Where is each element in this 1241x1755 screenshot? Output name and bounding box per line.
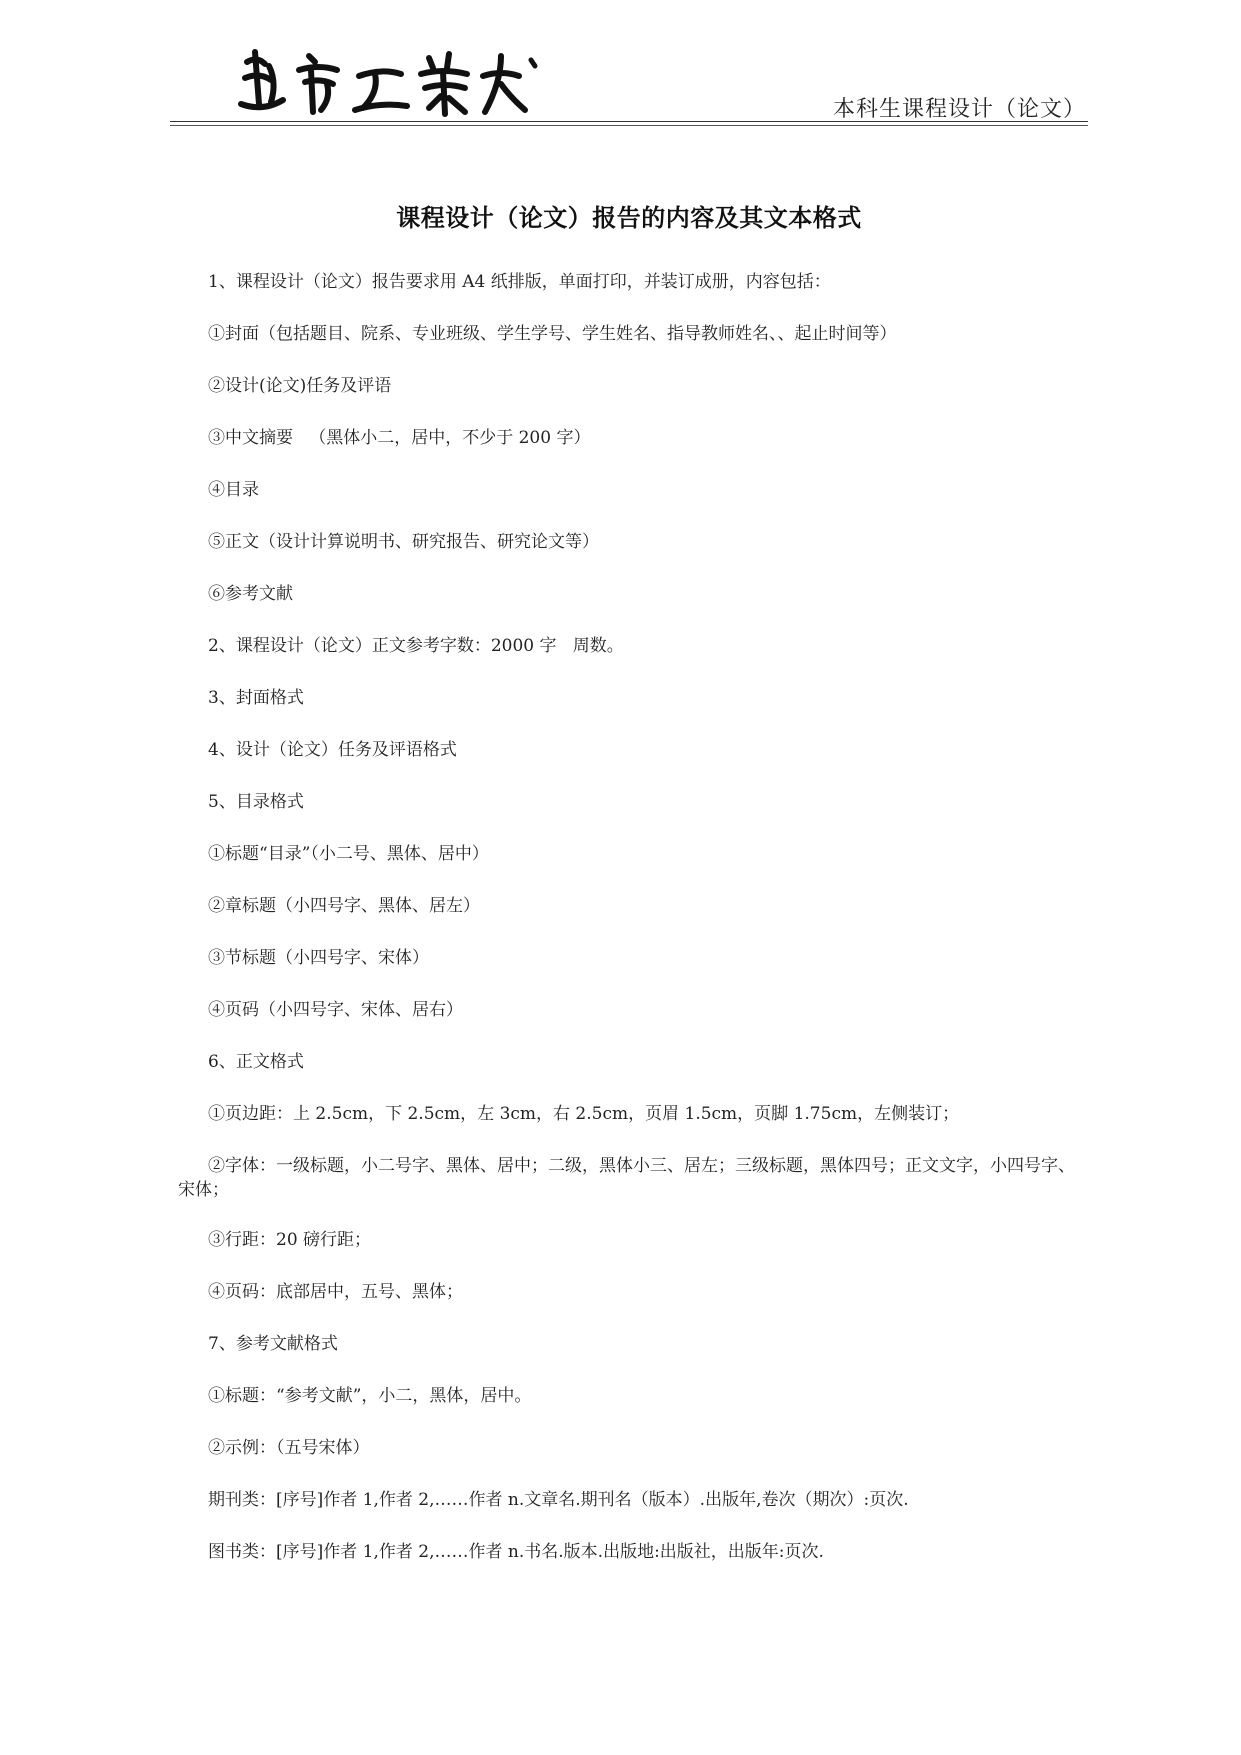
toc-chapter-format: ②章标题（小四号字、黑体、居左） (208, 896, 480, 916)
toc-section-format: ③节标题（小四号字、宋体） (208, 948, 429, 968)
item-task-and-comments: ②设计(论文)任务及评语 (208, 376, 392, 396)
header-document-type: 本科生课程设计（论文） (832, 97, 1086, 122)
page-margins-spec: ①页边距：上 2.5cm，下 2.5cm，左 3cm，右 2.5cm，页眉 1.5cm，页脚 1.75cm，左侧装订； (208, 1104, 960, 1124)
task-format-heading: 4、设计（论文）任务及评语格式 (208, 740, 457, 760)
references-example-label: ②示例：（五号宋体） (208, 1438, 370, 1458)
book-reference-format: 图书类：[序号]作者 1,作者 2,……作者 n.书名.版本.出版地:出版社，出版年:页次. (208, 1542, 824, 1562)
item-main-text: ⑤正文（设计计算说明书、研究报告、研究论文等） (208, 532, 599, 552)
item-chinese-abstract: ③中文摘要 （黑体小二，居中，不少于 200 字） (208, 428, 591, 448)
page-number-spec: ④页码：底部居中，五号、黑体； (208, 1282, 463, 1302)
header-divider-thin (170, 125, 1088, 126)
header-divider-thick (170, 121, 1088, 122)
references-title-format: ①标题：“参考文献”，小二，黑体，居中。 (208, 1386, 532, 1406)
toc-format-heading: 5、目录格式 (208, 792, 304, 812)
university-logo (235, 42, 545, 122)
toc-title-format: ①标题“目录”（小二号、黑体、居中） (208, 844, 489, 864)
university-logo-calligraphy (235, 42, 545, 122)
item-table-of-contents: ④目录 (208, 480, 259, 500)
item-references: ⑥参考文献 (208, 584, 293, 604)
word-count-requirement: 2、课程设计（论文）正文参考字数：2000 字 周数。 (208, 636, 624, 656)
toc-page-number-format: ④页码（小四号字、宋体、居右） (208, 1000, 463, 1020)
cover-format-heading: 3、封面格式 (208, 688, 304, 708)
references-format-heading: 7、参考文献格式 (208, 1334, 338, 1354)
document-body (178, 270, 1083, 1592)
journal-reference-format: 期刊类：[序号]作者 1,作者 2,……作者 n.文章名.期刊名（版本）.出版年,卷次（期次）:页次. (208, 1490, 909, 1510)
line-spacing-spec: ③行距：20 磅行距； (208, 1230, 372, 1250)
item-cover: ①封面（包括题目、院系、专业班级、学生学号、学生姓名、指导教师姓名、、起止时间等） (208, 324, 897, 344)
document-title: 课程设计（论文）报告的内容及其文本格式 (396, 204, 862, 232)
body-format-heading: 6、正文格式 (208, 1052, 304, 1072)
font-spec: ②字体：一级标题，小二号字、黑体、居中；二级，黑体小三、居左；三级标题，黑体四号；正文文字，小四号字、宋体； (178, 1156, 1075, 1200)
requirements-heading: 1、课程设计（论文）报告要求用 A4 纸排版，单面打印，并装订成册，内容包括： (208, 272, 831, 292)
